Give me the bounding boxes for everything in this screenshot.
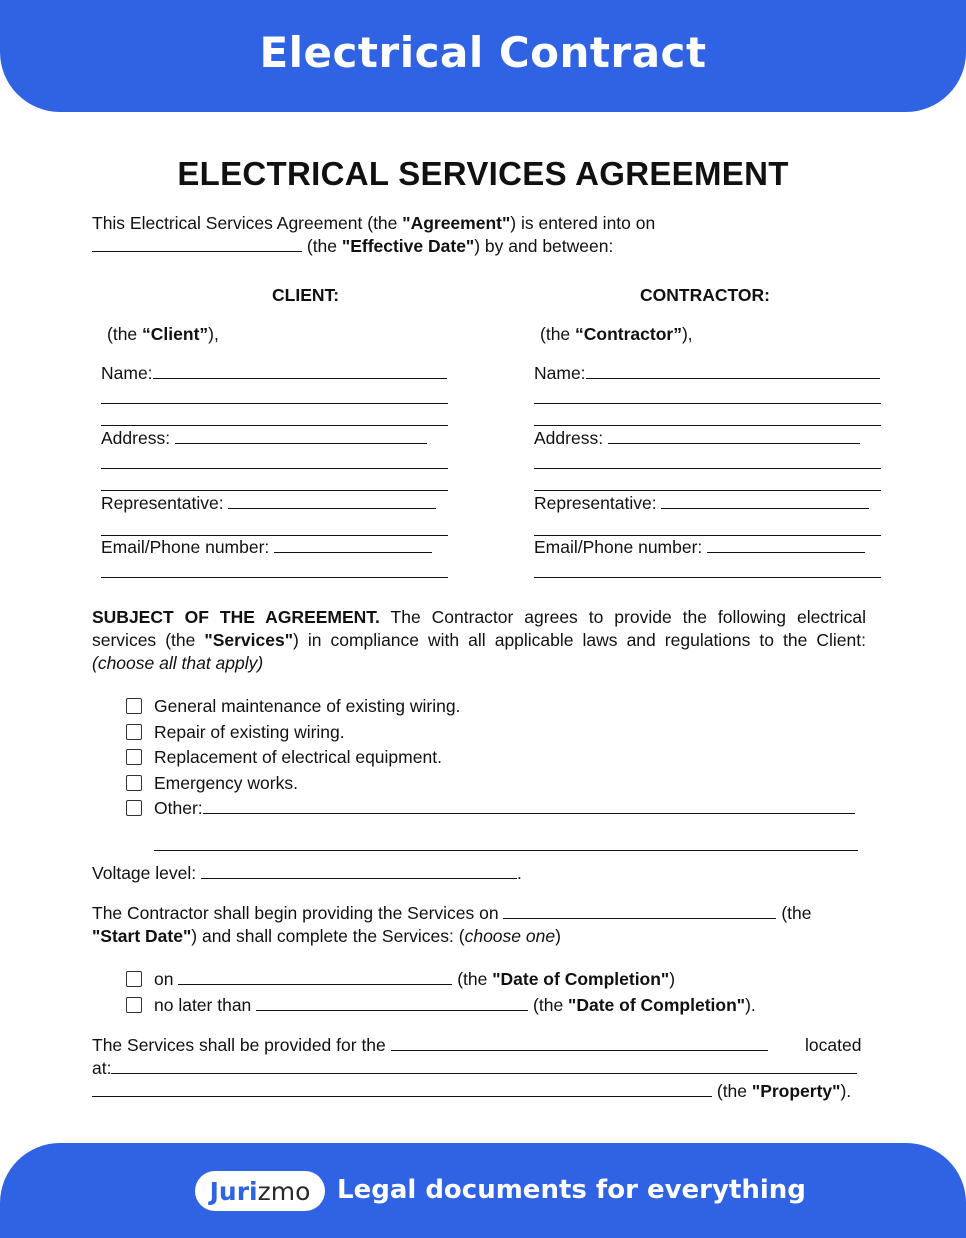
client-address-line-2[interactable] (101, 468, 448, 469)
start-text-3: ) and shall complete the Services: ( (191, 926, 465, 946)
jurizmo-logo[interactable] (195, 1171, 325, 1211)
subject-instruction: (choose all that apply) (92, 653, 264, 673)
completion-option-no-later (126, 994, 756, 1016)
voltage-field[interactable] (201, 862, 517, 879)
contractor-representative-row (534, 492, 869, 514)
completion-on-field[interactable] (178, 968, 452, 985)
intro-text-1: This Electrical Services Agreement (the (92, 213, 403, 233)
start-text-1: The Contractor shall begin providing the Services on (92, 903, 504, 923)
client-contact-row (101, 536, 432, 558)
subject-text-2: ) in compliance with all applicable laws and regulations to the Client: (293, 630, 867, 650)
property-row-2 (92, 1057, 857, 1079)
property-row-1 (92, 1034, 768, 1056)
intro-text-2: ) is entered into on (510, 213, 656, 233)
contractor-name-field[interactable] (586, 362, 880, 379)
checkbox-other[interactable] (126, 800, 142, 816)
contractor-role-post: ), (681, 324, 693, 344)
completion-on-end: ) (669, 969, 676, 989)
option-label: Emergency works. (154, 773, 298, 793)
client-representative-field[interactable] (228, 492, 436, 509)
contractor-representative-label: Representative: (534, 493, 657, 513)
completion-option-on (126, 968, 675, 990)
service-option-replacement (126, 746, 442, 768)
service-option-repair (126, 721, 345, 743)
subject-paragraph (92, 606, 866, 675)
client-role (107, 323, 219, 345)
property-type-field[interactable] (391, 1034, 768, 1051)
client-contact-label: Email/Phone number: (101, 537, 270, 557)
client-name-line-3[interactable] (101, 425, 448, 426)
contractor-address-line-3[interactable] (534, 490, 881, 491)
intro-text-4: ) by and between: (474, 236, 614, 256)
footer-banner (0, 1143, 966, 1238)
option-label: Other: (154, 798, 203, 818)
contractor-contact-row (534, 536, 865, 558)
contractor-address-field[interactable] (608, 427, 860, 444)
effective-date-blank[interactable] (92, 235, 302, 252)
property-located: located (805, 1035, 862, 1055)
service-option-other (126, 797, 855, 819)
start-date-field[interactable] (503, 902, 776, 919)
client-representative-label: Representative: (101, 493, 224, 513)
subject-text-1: The Contractor agrees to provide the following electrical services (the (92, 607, 867, 650)
other-service-field[interactable] (203, 797, 855, 814)
property-text-1: The Services shall be provided for the (92, 1035, 391, 1055)
contractor-role-pre: (the (540, 324, 576, 344)
completion-on-label: on (154, 969, 179, 989)
start-instruction: choose one (464, 926, 556, 946)
intro-paragraph (92, 212, 866, 258)
client-role-pre: (the (107, 324, 143, 344)
voltage-row (92, 862, 522, 884)
checkbox-maintenance[interactable] (126, 698, 142, 714)
property-address-line-2[interactable] (92, 1080, 712, 1097)
client-name-field[interactable] (153, 362, 447, 379)
intro-text-3: (the (302, 236, 342, 256)
agreement-term: "Agreement" (402, 213, 511, 233)
header-banner (0, 0, 966, 112)
footer-tagline: Legal documents for everything (337, 1175, 806, 1205)
logo-text-1: Juri (209, 1176, 258, 1206)
client-name-row (101, 362, 447, 384)
start-date-term: "Start Date" (92, 926, 192, 946)
option-label: Repair of existing wiring. (154, 722, 345, 742)
contractor-heading: CONTRACTOR: (640, 285, 770, 305)
client-heading: CLIENT: (272, 285, 340, 305)
client-address-row (101, 427, 427, 449)
completion-on-mid: (the (452, 969, 493, 989)
contractor-name-row (534, 362, 880, 384)
contractor-contact-field[interactable] (707, 536, 865, 553)
service-option-emergency (126, 772, 298, 794)
contractor-address-row (534, 427, 860, 449)
contractor-contact-line-2[interactable] (534, 577, 881, 578)
client-contact-line-2[interactable] (101, 577, 448, 578)
client-contact-field[interactable] (274, 536, 432, 553)
start-text-2: (the (776, 903, 812, 923)
client-name-label: Name: (101, 363, 153, 383)
voltage-label: Voltage level: (92, 863, 201, 883)
checkbox-completion-on[interactable] (126, 971, 142, 987)
contractor-role (540, 323, 693, 345)
start-paragraph (92, 902, 866, 948)
contractor-name-label: Name: (534, 363, 586, 383)
service-option-maintenance (126, 695, 460, 717)
contractor-representative-field[interactable] (661, 492, 869, 509)
checkbox-emergency[interactable] (126, 775, 142, 791)
contractor-name-line-2[interactable] (534, 403, 881, 404)
contractor-address-label: Address: (534, 428, 604, 448)
property-text-3: ). (840, 1081, 852, 1101)
option-label: General maintenance of existing wiring. (154, 696, 461, 716)
checkbox-repair[interactable] (126, 724, 142, 740)
property-text-2: (the (712, 1081, 752, 1101)
start-text-4: ) (555, 926, 561, 946)
client-role-term: “Client” (142, 324, 209, 344)
contractor-name-line-3[interactable] (534, 425, 881, 426)
client-address-label: Address: (101, 428, 171, 448)
checkbox-completion-no-later[interactable] (126, 997, 142, 1013)
completion-no-later-field[interactable] (256, 994, 528, 1011)
option-label: Replacement of electrical equipment. (154, 747, 442, 767)
other-service-line-2[interactable] (154, 850, 858, 851)
client-address-line-3[interactable] (101, 490, 448, 491)
client-address-field[interactable] (175, 427, 427, 444)
client-name-line-2[interactable] (101, 403, 448, 404)
completion-no-later-label: no later than (154, 995, 257, 1015)
completion-term: "Date of Completion" (492, 969, 670, 989)
property-term: "Property" (751, 1081, 841, 1101)
property-row-3 (92, 1080, 851, 1102)
completion-no-later-end: ). (745, 995, 756, 1015)
contractor-role-term: “Contractor” (575, 324, 682, 344)
logo-text-2: zmo (257, 1176, 311, 1206)
client-role-post: ), (208, 324, 219, 344)
services-term: "Services" (204, 630, 293, 650)
subject-heading: SUBJECT OF THE AGREEMENT. (92, 607, 380, 627)
document-title: ELECTRICAL SERVICES AGREEMENT (177, 155, 789, 192)
property-at-label: at: (92, 1058, 112, 1078)
completion-no-later-mid: (the (528, 995, 569, 1015)
contractor-address-line-2[interactable] (534, 468, 881, 469)
property-address-field[interactable] (111, 1057, 857, 1074)
completion-term: "Date of Completion" (568, 995, 746, 1015)
checkbox-replacement[interactable] (126, 749, 142, 765)
effective-date-term: "Effective Date" (341, 236, 475, 256)
voltage-end: . (516, 863, 522, 883)
header-title: Electrical Contract (259, 27, 707, 77)
contractor-contact-label: Email/Phone number: (534, 537, 703, 557)
client-representative-row (101, 492, 436, 514)
